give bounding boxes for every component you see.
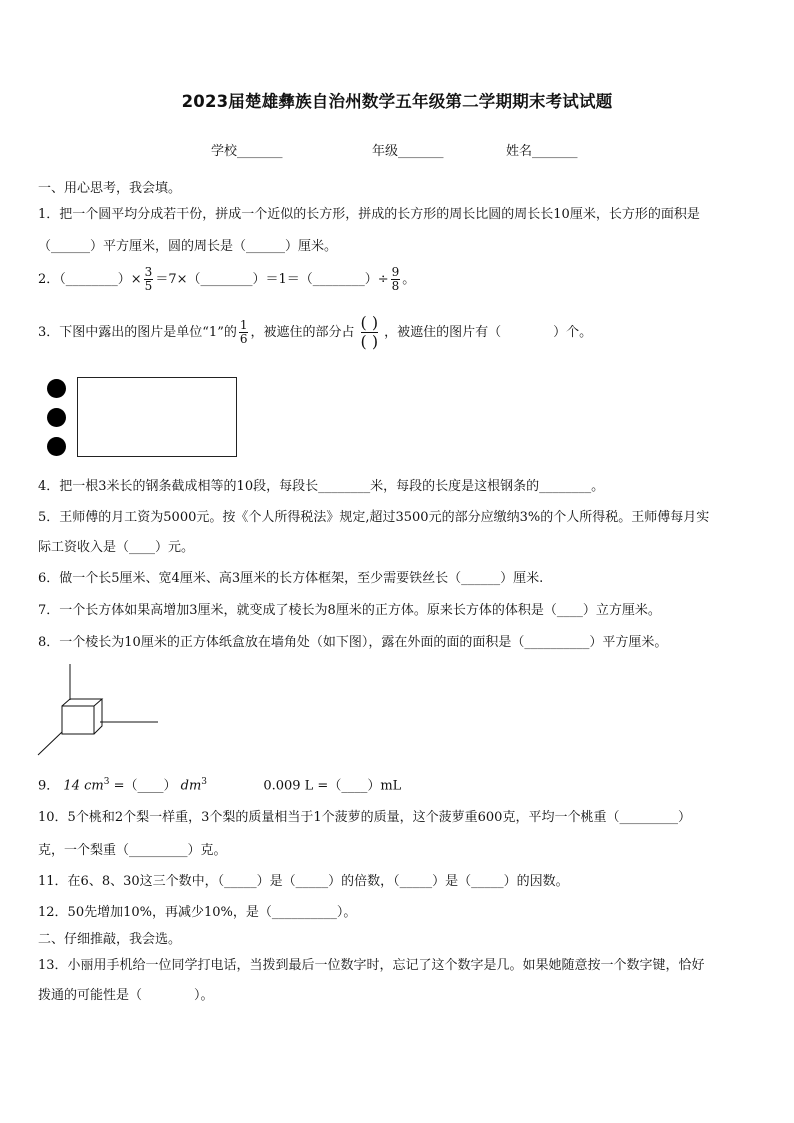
- q11: 11．在6、8、30这三个数中，（_____）是（_____）的倍数，（_____）是（_____）的因数。: [38, 874, 569, 889]
- q3-blank-fraction: [361, 314, 379, 351]
- cube-side-face: [94, 699, 102, 734]
- q5-line1: 5．王师傅的月工资为5000元。按《个人所得税法》规定,超过3500元的部分应缴纳3%的个人所得税。王师傅每月实: [38, 510, 710, 525]
- q5-line2: 际工资收入是（____）元。: [38, 540, 195, 555]
- visible-dot-2: [47, 408, 66, 427]
- visible-dot-1: [47, 379, 66, 398]
- q3-part3: ，被遮住的图片有（ ）个。: [384, 325, 593, 340]
- q9-value-1: 14: [63, 778, 80, 794]
- q2-frac2-num: 9: [391, 265, 400, 279]
- q3-fraction: [239, 319, 249, 346]
- cube-top-face: [62, 699, 102, 706]
- q4: 4．把一根3米长的钢条截成相等的10段，每段长________米，每段的长度是这根钢条的________。: [38, 479, 605, 494]
- q9-number: 9．: [38, 778, 60, 794]
- q3-blank-den: ( ): [360, 332, 379, 351]
- cover-rectangle: [77, 377, 237, 457]
- q3-blank-num: ( ): [360, 313, 379, 332]
- q3: [38, 314, 592, 351]
- q13-line2: 拨通的可能性是（ ）。: [38, 988, 214, 1003]
- cube-front-face: [62, 706, 94, 734]
- cube-corner-figure: [30, 660, 165, 760]
- q10-line2: 克，一个梨重（_________）克。: [38, 843, 227, 858]
- q10-line1: 10．5个桃和2个梨一样重，3个梨的质量相当于1个菠萝的质量，这个菠萝重600克，平均一个桃重（_________）: [38, 810, 691, 825]
- q8: 8．一个棱长为10厘米的正方体纸盒放在墙角处（如下图），露在外面的面的面积是（__________）平方厘米。: [38, 635, 668, 650]
- wall-diagonal-line: [38, 732, 62, 755]
- q9-exp-1: 3: [103, 777, 110, 787]
- q2-frac1-den: 5: [144, 279, 153, 293]
- q2-part2: ＝7×（________）＝1＝（________）÷: [155, 272, 389, 287]
- q3-part1: 3．下图中露出的图片是单位“1”的: [38, 325, 237, 340]
- page-title: 2023届楚雄彝族自治州数学五年级第二学期期末考试试题: [181, 92, 613, 111]
- name-field: 姓名_______: [506, 144, 578, 159]
- grade-field: 年级_______: [372, 144, 444, 159]
- q9-part-b: 0.009 L =（____）mL: [263, 778, 402, 794]
- q2-fraction-1: [144, 266, 154, 293]
- q2-frac2-den: 8: [391, 279, 400, 293]
- q9: [38, 773, 401, 795]
- section-2-heading: 二、仔细推敲，我会选。: [38, 932, 182, 947]
- q1-line2: （______）平方厘米，圆的周长是（______）厘米。: [38, 239, 338, 254]
- q2-fraction-2: [391, 266, 401, 293]
- visible-dot-3: [47, 437, 66, 456]
- q9-blank-1: =（____）: [113, 778, 177, 794]
- q9-unit-cm: cm: [84, 778, 104, 794]
- q6: 6．做一个长5厘米、宽4厘米、高3厘米的长方体框架，至少需要铁丝长（______）厘米.: [38, 571, 544, 586]
- q12: 12．50先增加10%，再减少10%，是（__________）。: [38, 905, 357, 920]
- q2: [38, 266, 415, 293]
- q3-frac-den: 6: [239, 332, 248, 346]
- q3-frac-num: 1: [239, 318, 248, 332]
- q2-frac1-num: 3: [144, 265, 153, 279]
- q9-exp-2: 3: [201, 777, 208, 787]
- q1-line1: 1．把一个圆平均分成若干份，拼成一个近似的长方形，拼成的长方形的周长比圆的周长长10厘米，长方形的面积是: [38, 207, 700, 222]
- section-1-heading: 一、用心思考，我会填。: [38, 181, 182, 196]
- q7: 7．一个长方体如果高增加3厘米，就变成了棱长为8厘米的正方体。原来长方体的体积是（____）立方厘米。: [38, 603, 661, 618]
- q13-line1: 13．小丽用手机给一位同学打电话，当拨到最后一位数字时，忘记了这个数字是几。如果她随意按一个数字键，恰好: [38, 958, 705, 973]
- q9-unit-dm: dm: [180, 778, 202, 794]
- q3-part2: ，被遮住的部分占: [250, 325, 355, 340]
- q2-part1: 2．（________）×: [38, 272, 142, 287]
- q2-part3: 。: [402, 272, 416, 287]
- school-field: 学校_______: [211, 144, 283, 159]
